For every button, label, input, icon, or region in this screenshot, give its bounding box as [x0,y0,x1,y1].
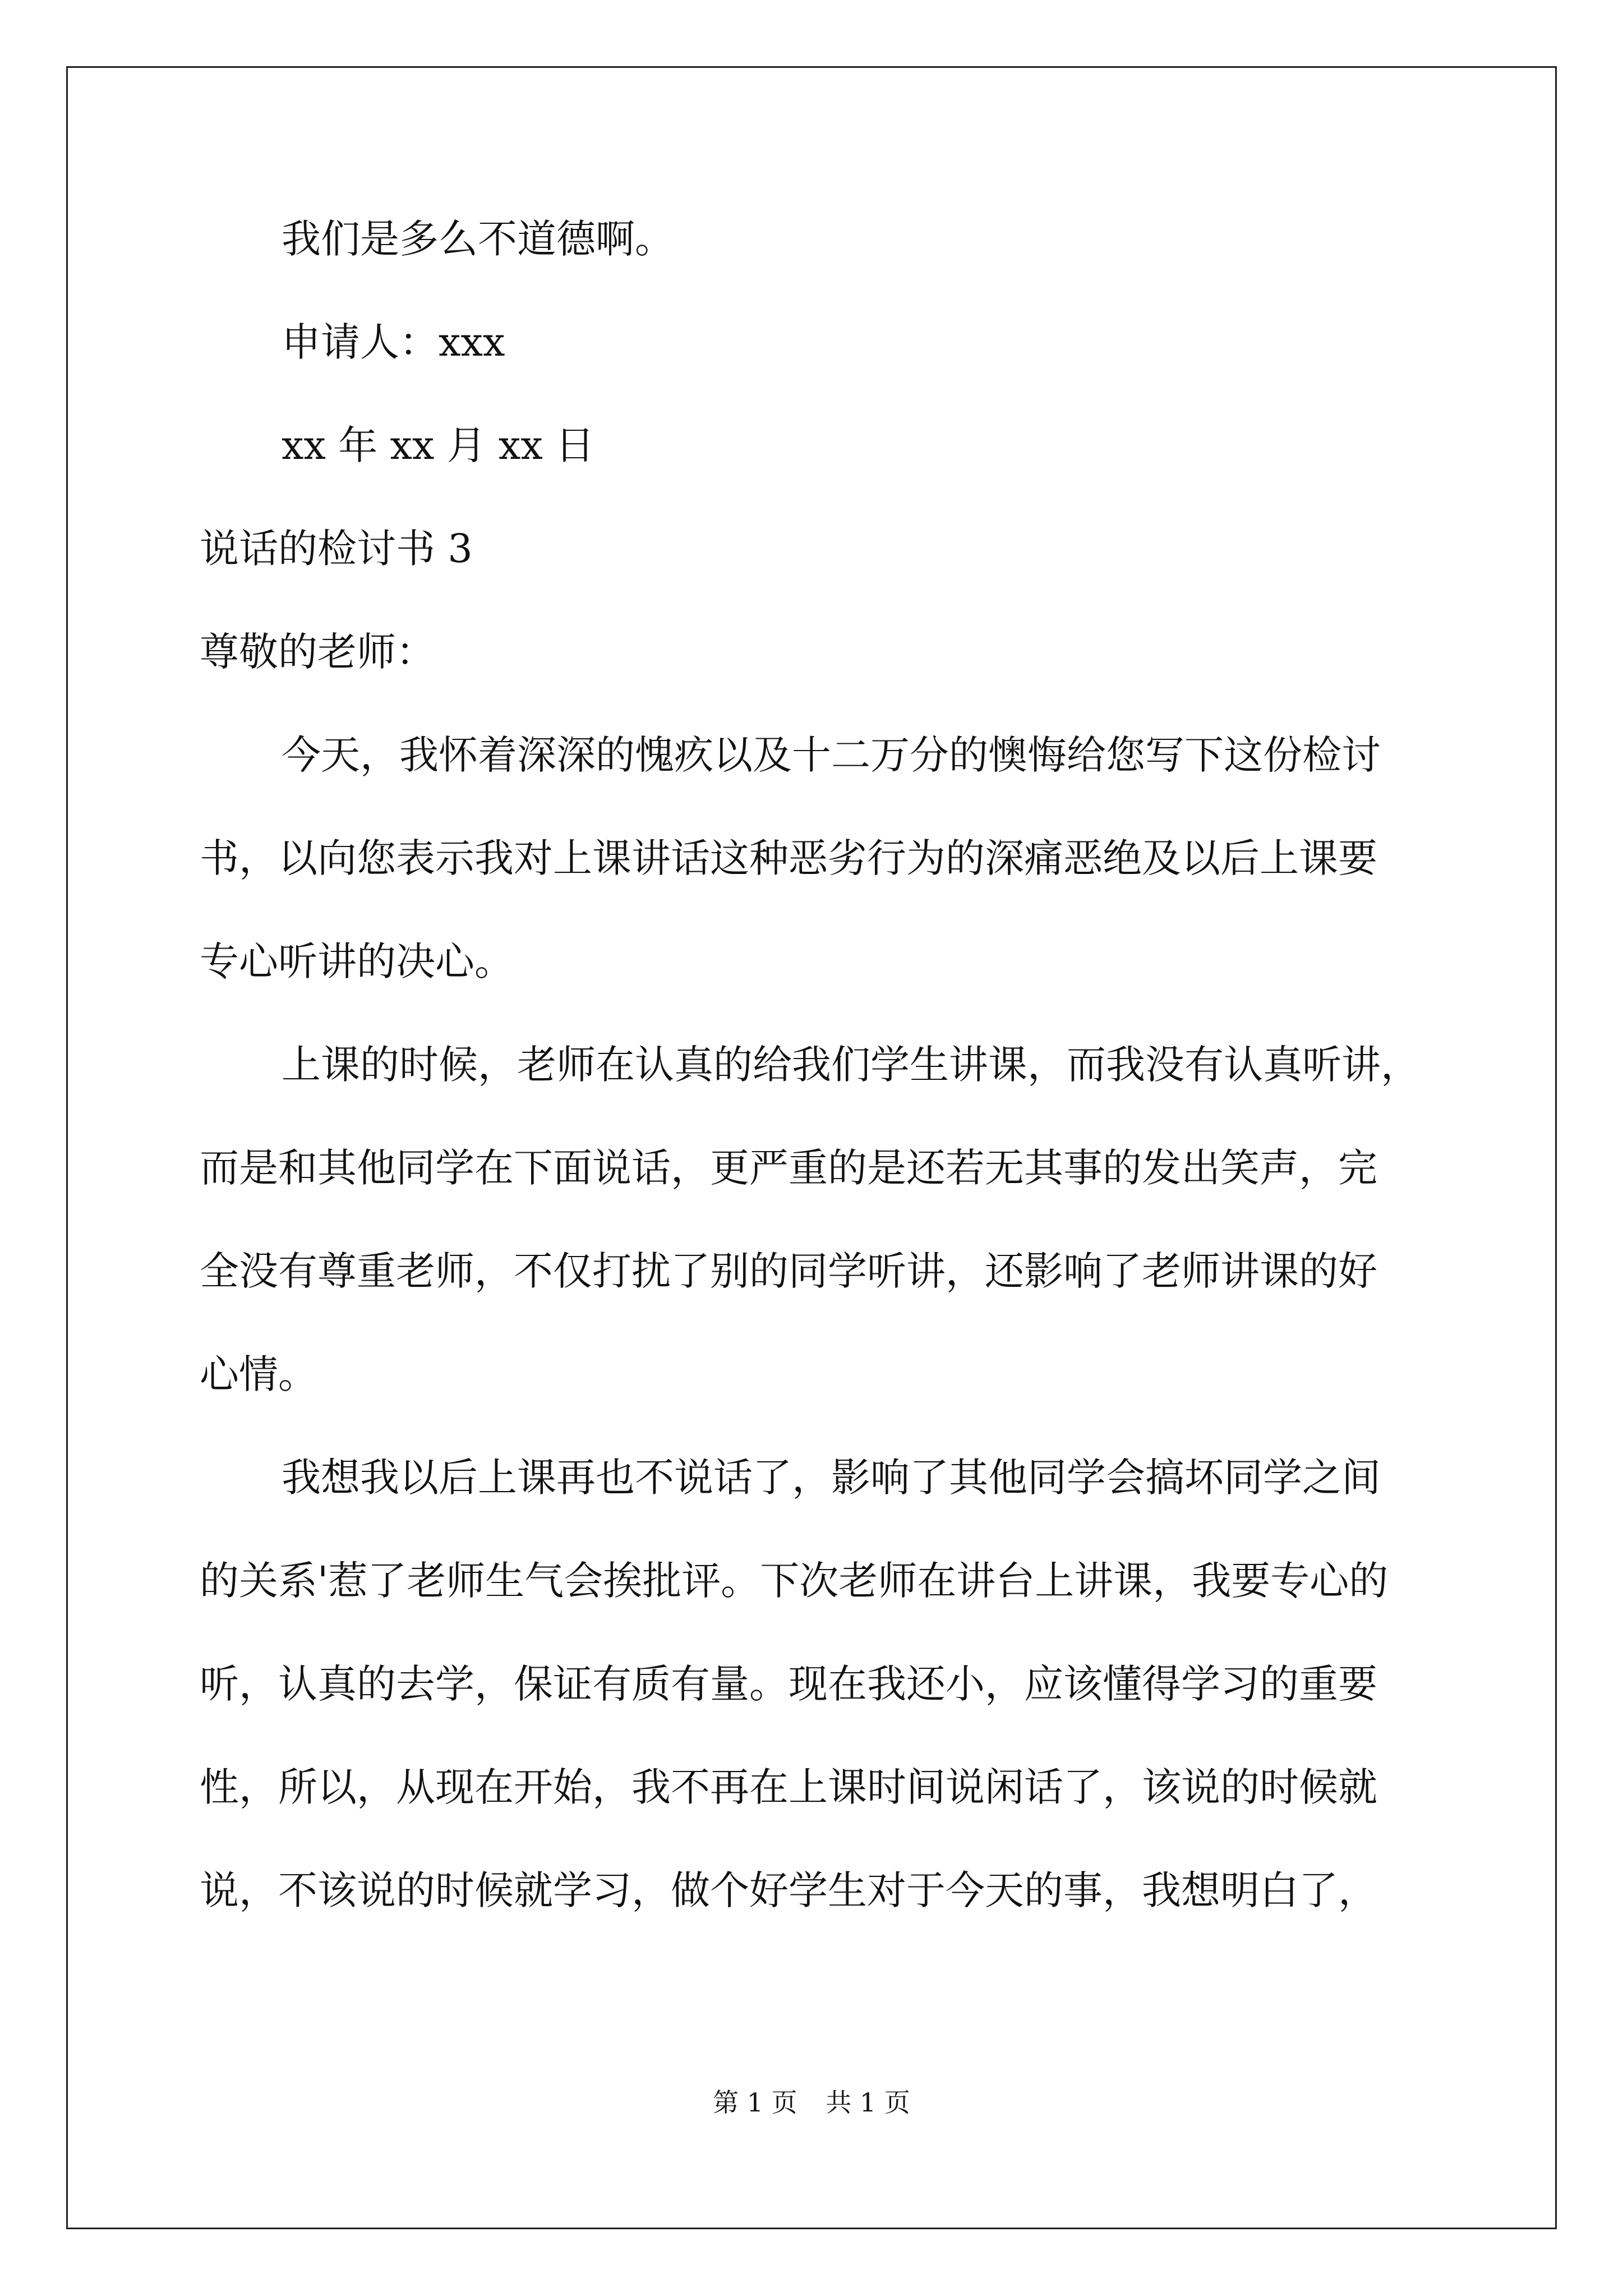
document-body [200,213,1433,1968]
paragraph-line: 全没有尊重老师，不仅打扰了别的同学听讲，还影响了老师讲课的好 [200,1248,1377,1294]
line-signoff: 我们是多么不道德啊。 [282,216,674,262]
paragraph-line: 说，不该说的时候就学习，做个好学生对于今天的事，我想明白了， [200,1867,1377,1913]
paragraph-line: 专心听讲的决心。 [200,938,514,984]
salutation: 尊敬的老师： [200,629,435,675]
page-total: 共 1 页 [826,2087,910,2118]
paragraph-line: 而是和其他同学在下面说话，更严重的是还若无其事的发出笑声，完 [200,1145,1377,1191]
paragraph-line: 上课的时候，老师在认真的给我们学生讲课，而我没有认真听讲， [282,1042,1420,1088]
line-date: xx 年 xx 月 xx 日 [282,422,595,468]
page-number: 第 1 页 [713,2087,797,2118]
section-title: 说话的检讨书 3 [200,526,473,572]
paragraph-line: 性，所以，从现在开始，我不再在上课时间说闲话了，该说的时候就 [200,1764,1377,1810]
paragraph-line: 书，以向您表示我对上课讲话这种恶劣行为的深痛恶绝及以后上课要 [200,835,1377,881]
paragraph-line: 听，认真的去学，保证有质有量。现在我还小，应该懂得学习的重要 [200,1661,1377,1707]
paragraph-line: 心情。 [200,1351,317,1397]
line-applicant: 申请人：xxx [282,319,505,365]
paragraph-line: 今天，我怀着深深的愧疚以及十二万分的懊悔给您写下这份检讨 [282,732,1381,778]
paragraph-line: 的关系'惹了老师生气会挨批评。下次老师在讲台上讲课，我要专心的 [200,1558,1389,1604]
paragraph-line: 我想我以后上课再也不说话了，影响了其他同学会搞坏同学之间 [282,1455,1381,1501]
page-footer [0,2086,1623,2119]
